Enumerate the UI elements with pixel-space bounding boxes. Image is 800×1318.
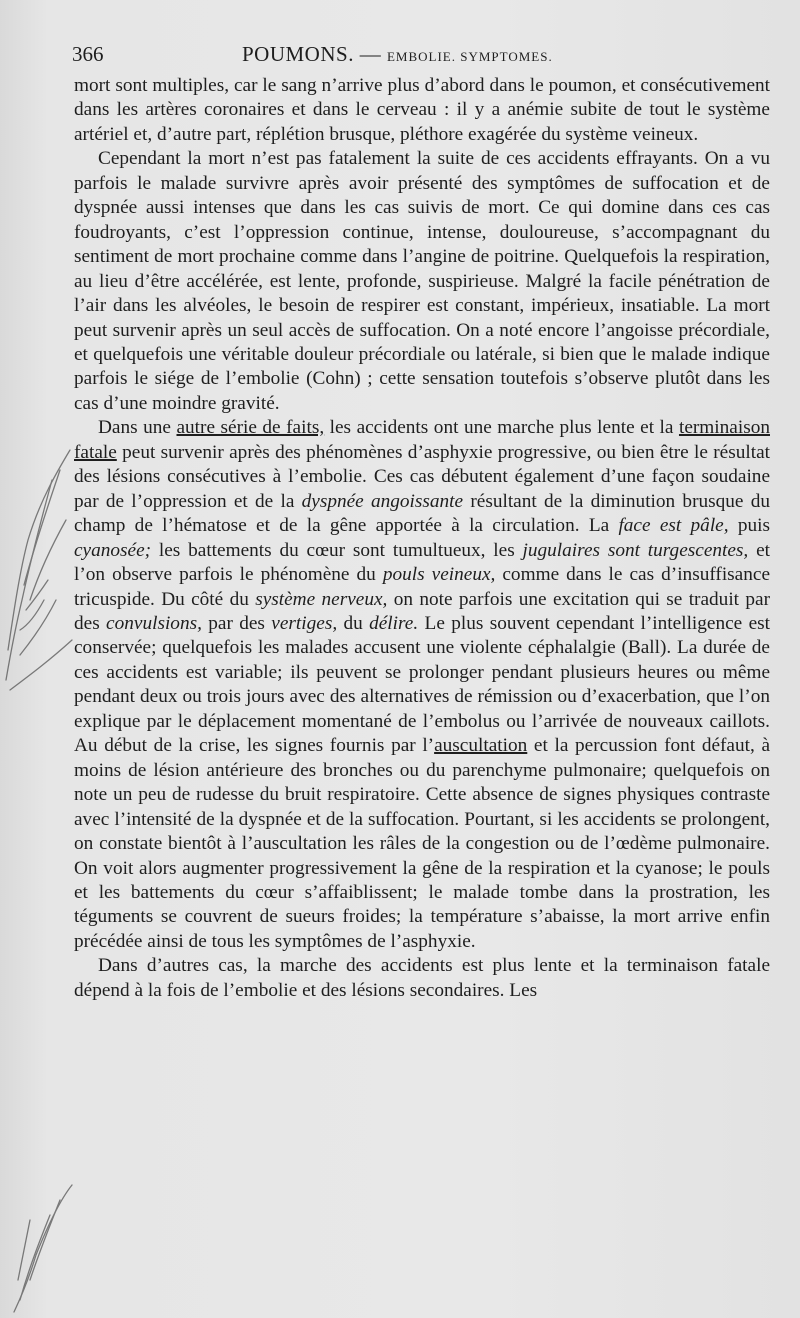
text-run: Dans d’autres cas, la marche des accidents est plus lente et la terminaison fatale dépend à la fois de l’embolie et des lésions secondaires. Les [74,955,770,1001]
italic-text: face est pâle, [618,515,729,537]
underlined-text: autre série de faits, [176,417,325,439]
italic-text: jugulaires sont turgescentes, [522,539,749,561]
italic-text: délire. [369,612,419,634]
text-run: et l’on observe parfois le phénomène du [74,539,770,586]
text-run: Cependant la mort n’est pas fatalement la suite de ces accidents effrayants. On a vu parfois le malade survivre après avoir présenté des symptômes de suffocation et de dyspnée aussi intenses que dans les cas suivis de mort. Ce qui domine dans ces cas foudroyants, c’est l’oppression continue, intense, douloureuse, s’accompagnant du sentiment de mort prochaine comme dans l’angine de poitrine. Quelquefois la respiration, au lieu d’être accélérée, est lente, profonde, suspirieuse. Malgré la facile pénétration de l’air dans les alvéoles, le besoin de respirer est constant, impérieux, insatiable. La mort peut survenir après un seul accès de suffocation. On a noté encore l’angoisse précordiale, et quelquefois une véritable douleur précordiale ou latérale, si bien que le malade indique parfois le siége de l’embolie (Cohn) ; cette sensation toutefois s’observe plutôt dans les cas d’une moindre gravité. [74,148,770,414]
italic-text: cyanosée; [74,539,152,561]
text-run: Le plus souvent cependant l’intelligence est conservée; quelquefois les malades accusent une violente céphalalgie (Ball). La durée de ces accidents est variable; ils peuvent se prolonger pendant plusieurs heures ou même pendant deux ou trois jours avec des alternatives de rémission ou d’exacerbation, que l’on explique par le déplacement momentané de l’embolus ou l’arrivée de nouveaux caillots. Au début de la crise, les signes fournis par l’ [74,612,770,757]
margin-stroke [20,600,56,655]
page-number: 366 [72,42,104,66]
text-run: on note parfois une excitation qui se traduit par des [74,588,770,634]
running-title: POUMONS. — [242,42,382,66]
text-run: comme dans le cas d’insuffisance tricuspide. Du côté du [74,564,770,610]
margin-stroke [30,520,66,600]
margin-stroke [6,480,52,680]
text-run: par des [201,612,272,634]
text-run: les accidents ont une marche plus lente et la [324,417,679,439]
text-run: peut survenir après des phénomènes d’asphyxie progressive, ou bien être le résultat des lésions consécutives à l’embolie. Ces cas débutent également d’une façon soudaine par de l’oppression et de la [74,441,770,512]
italic-text: pouls veineux, [382,564,496,586]
margin-stroke [30,1200,60,1280]
running-subtitle: EMBOLIE. SYMPTOMES. [386,49,553,64]
italic-text: convulsions, [106,612,202,634]
margin-stroke [18,1220,30,1280]
underlined-text: auscultation [434,735,528,757]
text-run: puis [728,515,770,537]
italic-text: vertiges, [271,612,338,634]
text-run: mort sont multiples, car le sang n’arrive plus d’abord dans le poumon, et consécutivement dans les artères coronaires et dans le cerveau : il y a anémie subite de tout le système artériel et, d’autre part, réplétion brusque, pléthore exagérée du système veineux. [74,75,770,145]
text-run: du [337,612,370,634]
italic-text: dyspnée angoissante [301,490,464,512]
margin-stroke [10,640,72,690]
text-run: résultant de la diminution brusque du champ de l’hématose et de la gêne apportée à la circulation. La [74,490,770,537]
text-run: et la percussion font défaut, à moins de lésion antérieure des bronches ou du parenchyme pulmonaire; quelquefois on note un peu de rudesse du bruit respiratoire. Cette absence de signes physiques contraste avec l’intensité de la dyspnée et de la suffocation. Pourtant, si les accidents se prolongent, on constate bientôt à l’auscultation les râles de la congestion ou de l’œdème pulmonaire. On voit alors augmenter progressivement la gêne de la respiration et la cyanose; le pouls et les battements du cœur s’affaiblissent; le malade tombe dans la prostration, les téguments se couvrent de sueurs froides; la température s’abaisse, la mort arrive enfin précédée ainsi de tous les symptômes de l’asphyxie. [74,735,771,952]
text-run: Dans une [98,417,177,439]
underlined-text: terminaison fatale [74,417,770,463]
italic-text: système nerveux, [255,588,388,610]
text-run: les battements du cœur sont tumultueux, les [151,539,523,561]
